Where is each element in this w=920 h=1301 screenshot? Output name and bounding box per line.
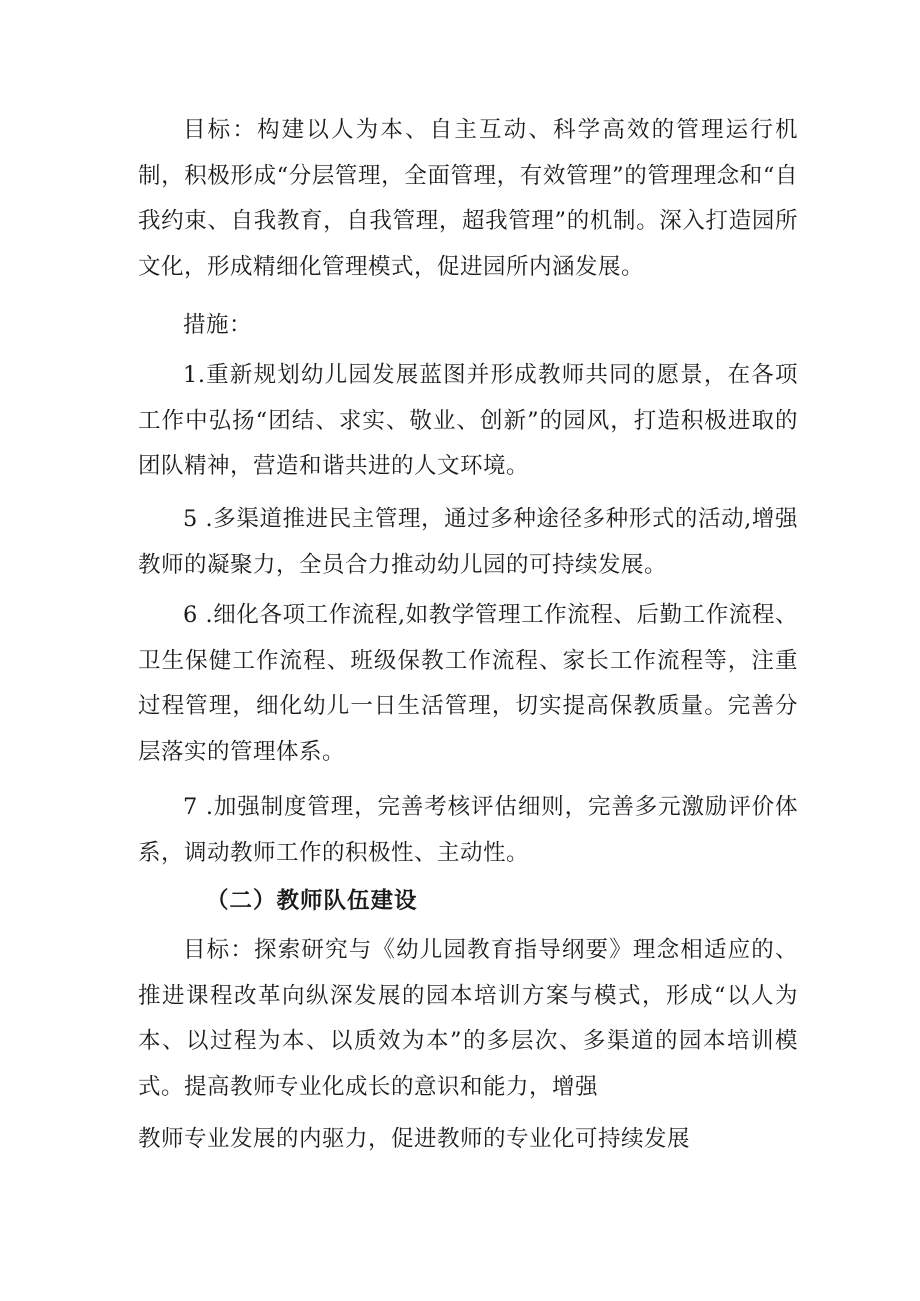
management-goal-paragraph: 目标：构建以人为本、自主互动、科学高效的管理运行机制，积极形成“分层管理，全面管理，有效管理”的管理理念和“自我约束、自我教育，自我管理，超我管理”的机制。深入打造园所文化，形成精细化管理模式，促进园所内涵发展。 bbox=[138, 117, 798, 280]
measure-item-1: 1.重新规划幼儿园发展蓝图并形成教师共同的愿景，在各项工作中弘扬“团结、求实、敬业、创新”的园风，打造积极进取的团队精神，营造和谐共进的人文环境。 bbox=[138, 362, 798, 479]
measures-label: 措施： bbox=[183, 312, 253, 338]
measure-item-6: 6 .细化各项工作流程,如教学管理工作流程、后勤工作流程、卫生保健工作流程、班级保教工作流程、家长工作流程等，注重过程管理，细化幼儿一日生活管理，切实提高保教质量。完善分层落实的管理体系。 bbox=[138, 602, 798, 765]
teacher-team-goal-tail: 教师专业发展的内驱力，促进教师的专业化可持续发展 bbox=[138, 1126, 691, 1152]
teacher-team-goal-paragraph: 目标：探索研究与《幼儿园教育指导纲要》理念相适应的、推进课程改革向纵深发展的园本培训方案与模式，形成“以人为本、以过程为本、以质效为本”的多层次、多渠道的园本培训模式。提高教师专业化成长的意识和能力，增强 bbox=[138, 937, 798, 1100]
measure-item-7: 7 .加强制度管理，完善考核评估细则，完善多元激励评价体系，调动教师工作的积极性、主动性。 bbox=[138, 794, 798, 866]
section-heading-teacher-team: （二）教师队伍建设 bbox=[206, 888, 418, 914]
measure-item-5: 5 .多渠道推进民主管理，通过多种途径多种形式的活动,增强教师的凝聚力，全员合力推动幼儿园的可持续发展。 bbox=[138, 506, 798, 578]
